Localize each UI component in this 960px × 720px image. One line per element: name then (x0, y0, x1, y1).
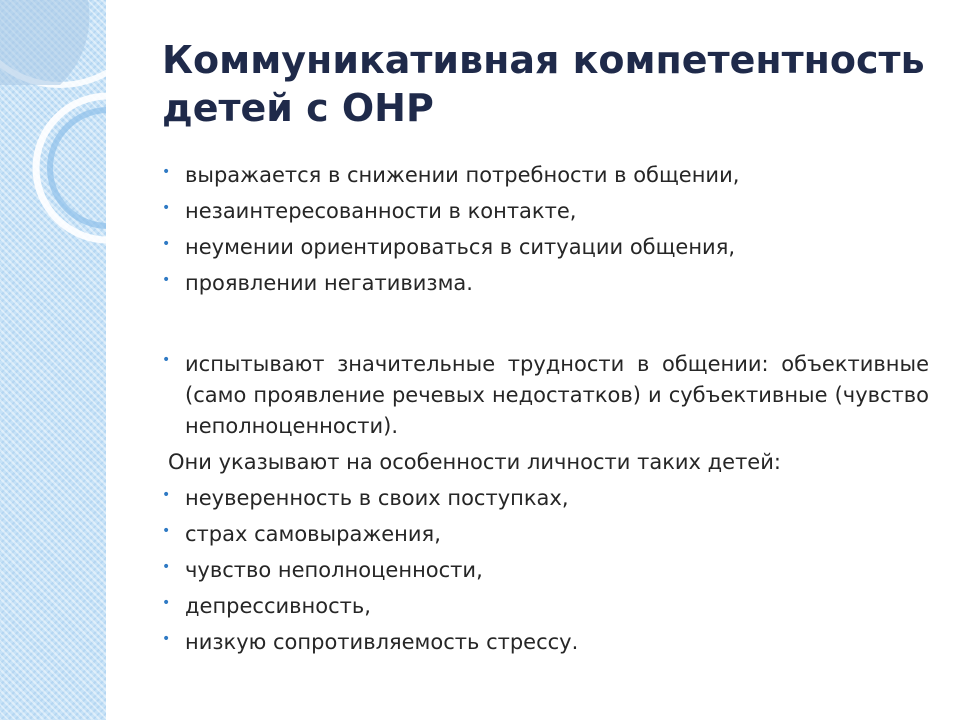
decorative-side-band (0, 0, 108, 720)
bullet-text: испытывают значительные трудности в общении: объективные (само проявление речевых недостатков) и субъективные (чувство неполноценности). (185, 352, 929, 438)
bullet-text: низкую сопротивляемость стрессу. (185, 630, 579, 654)
bullet-icon: • (162, 352, 171, 368)
bullet-text: чувство неполноценности, (185, 558, 483, 582)
slide-title: Коммуникативная компетентность детей с ОНР (162, 38, 925, 130)
bullet-text: выражается в снижении потребности в общении, (185, 163, 740, 187)
bullet-item (162, 345, 929, 442)
bullet-item (162, 157, 929, 193)
bullet-text: проявлении негативизма. (185, 271, 473, 295)
intro-text: Они указывают на особенности личности таких детей: (168, 450, 781, 474)
bullet-list-manifestations (162, 157, 929, 301)
bullet-icon: • (162, 523, 171, 539)
bullet-icon: • (162, 559, 171, 575)
bullet-text: неумении ориентироваться в ситуации общения, (185, 235, 736, 259)
bullet-icon: • (162, 236, 171, 252)
bullet-text: незаинтересованности в контакте, (185, 199, 577, 223)
decorative-circles (0, 0, 108, 720)
band-edge-line (106, 0, 108, 720)
bullet-icon: • (162, 200, 171, 216)
bullet-text: депрессивность, (185, 594, 371, 618)
bullet-item (162, 193, 929, 229)
bullet-item (162, 552, 929, 588)
bullet-item (162, 516, 929, 552)
bullet-item (162, 480, 929, 516)
spacer (162, 301, 929, 345)
bullet-text: неуверенность в своих поступках, (185, 486, 569, 510)
bullet-icon: • (162, 164, 171, 180)
bullet-icon: • (162, 487, 171, 503)
bullet-icon: • (162, 272, 171, 288)
slide-content (162, 157, 929, 660)
bullet-item (162, 265, 929, 301)
bullet-icon: • (162, 595, 171, 611)
bullet-item (162, 588, 929, 624)
bullet-icon: • (162, 631, 171, 647)
bullet-item (162, 624, 929, 660)
bullet-list-personality-traits (162, 480, 929, 660)
bullet-text: страх самовыражения, (185, 522, 441, 546)
bullet-list-difficulties (162, 345, 929, 442)
bullet-item (162, 229, 929, 265)
